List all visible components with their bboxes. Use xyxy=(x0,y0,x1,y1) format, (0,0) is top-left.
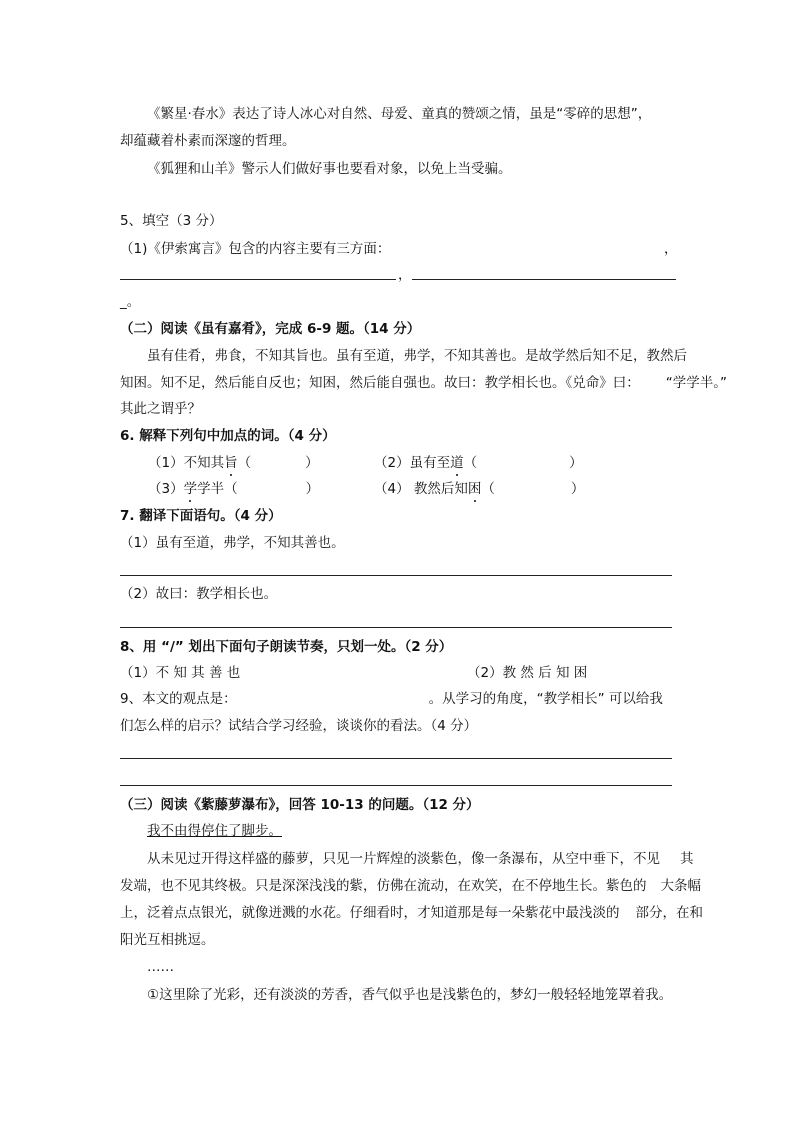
part2-heading: （二）阅读《虽有嘉肴》，完成 6-9 题。（14 分） xyxy=(120,321,421,337)
part3-ellipsis: …… xyxy=(147,959,174,975)
q6-item2-dotted-char: 道 xyxy=(450,455,464,471)
part3-para-line3: 上，泛着点点银光，就像迸溅的水花。仔细看时，才知道那是每一朵紫花中最浅淡的 部分，在和 xyxy=(120,905,703,921)
q6-item4: （4） 教然后知困（ ） xyxy=(374,481,585,497)
part2-quote: “学学半。” xyxy=(665,375,727,391)
q8-heading: 8、用 “/” 划出下面句子朗读节奏，只划一处。（2 分） xyxy=(120,639,453,655)
q9-answer-line2[interactable] xyxy=(120,785,672,786)
intro-para1-line1: 《繁星·春水》表达了诗人冰心对自然、母爱、童真的赞颂之情，虽是“零碎的思想”， xyxy=(147,106,652,122)
q5-blank1[interactable] xyxy=(120,279,396,280)
q5-end: _。 xyxy=(120,294,141,310)
q7-sentence1: （1）虽有至道，弗学，不知其善也。 xyxy=(120,535,345,551)
q6-item2: （2）虽有至道（ ） xyxy=(374,455,583,471)
part2-text-line2 xyxy=(120,374,727,392)
q7-sentence2: （2）故曰：教学相长也。 xyxy=(120,586,278,602)
q5-comma1: ， xyxy=(664,241,678,257)
part3-heading: （三）阅读《紫藤萝瀑布》，回答 10-13 的问题。（12 分） xyxy=(120,797,480,813)
q6-heading: 6. 解释下列句中加点的词。（4 分） xyxy=(120,428,336,444)
q6-item1-dotted-char: 旨 xyxy=(224,455,238,471)
q6-item4-dotted-char: 困 xyxy=(467,481,482,497)
q5-heading: 5、填空（3 分） xyxy=(120,213,223,229)
part2-text-line3: 其此之谓乎？ xyxy=(120,401,201,417)
q6-item3: （3）学学半（ ） xyxy=(148,481,320,497)
intro-para2: 《狐狸和山羊》警示人们做好事也要看对象，以免上当受骗。 xyxy=(147,161,512,177)
q7-answer-line2[interactable] xyxy=(120,627,672,628)
q5-comma2: ， xyxy=(398,267,412,283)
q5-line1: （1)《伊索寓言》包含的内容主要有三方面： xyxy=(120,241,391,257)
q6-item3-dotted-char: 学 xyxy=(183,481,198,497)
part2-text-line1: 虽有佳肴，弗食，不知其旨也。虽有至道，弗学，不知其善也。是故学然后知不足，教然后 xyxy=(147,348,687,364)
part3-para-line1: 从未见过开得这样盛的藤萝，只见一片辉煌的淡紫色，像一条瀑布，从空中垂下，不见 其 xyxy=(147,851,694,867)
q5-blank2[interactable] xyxy=(412,279,676,280)
part3-first-line: 我不由得停住了脚步。 xyxy=(147,823,282,839)
q6-item1: （1）不知其旨（ ） xyxy=(148,455,319,471)
q9-answer-line1[interactable] xyxy=(120,758,672,759)
q8-sentence1: （1）不 知 其 善 也 xyxy=(120,665,241,681)
part2-text-line2a: 知困。知不足，然后能自反也；知困，然后能自强也。故曰：教学相长也。《兑命》曰： xyxy=(120,375,640,391)
q8-sentence2: （2）教 然 后 知 困 xyxy=(467,665,588,681)
part3-question-line: ①这里除了光彩，还有淡淡的芳香，香气似乎也是浅紫色的，梦幻一般轻轻地笼罩着我。 xyxy=(147,987,673,1003)
part3-para-line2: 发端，也不见其终极。只是深深浅浅的紫，仿佛在流动，在欢笑，在不停地生长。紫色的 大条幅 xyxy=(120,878,701,894)
part3-para-line4: 阳光互相挑逗。 xyxy=(120,932,215,948)
intro-para1-line2: 却蕴藏着朴素而深邃的哲理。 xyxy=(120,133,296,149)
q7-heading: 7. 翻译下面语句。（4 分） xyxy=(120,508,282,524)
q9-line1: 9、本文的观点是： 。从学习的角度，“教学相长” 可以给我 xyxy=(120,691,663,707)
q7-answer-line1[interactable] xyxy=(120,575,672,576)
q9-line2: 们怎么样的启示？试结合学习经验，谈谈你的看法。（4 分） xyxy=(120,718,478,734)
